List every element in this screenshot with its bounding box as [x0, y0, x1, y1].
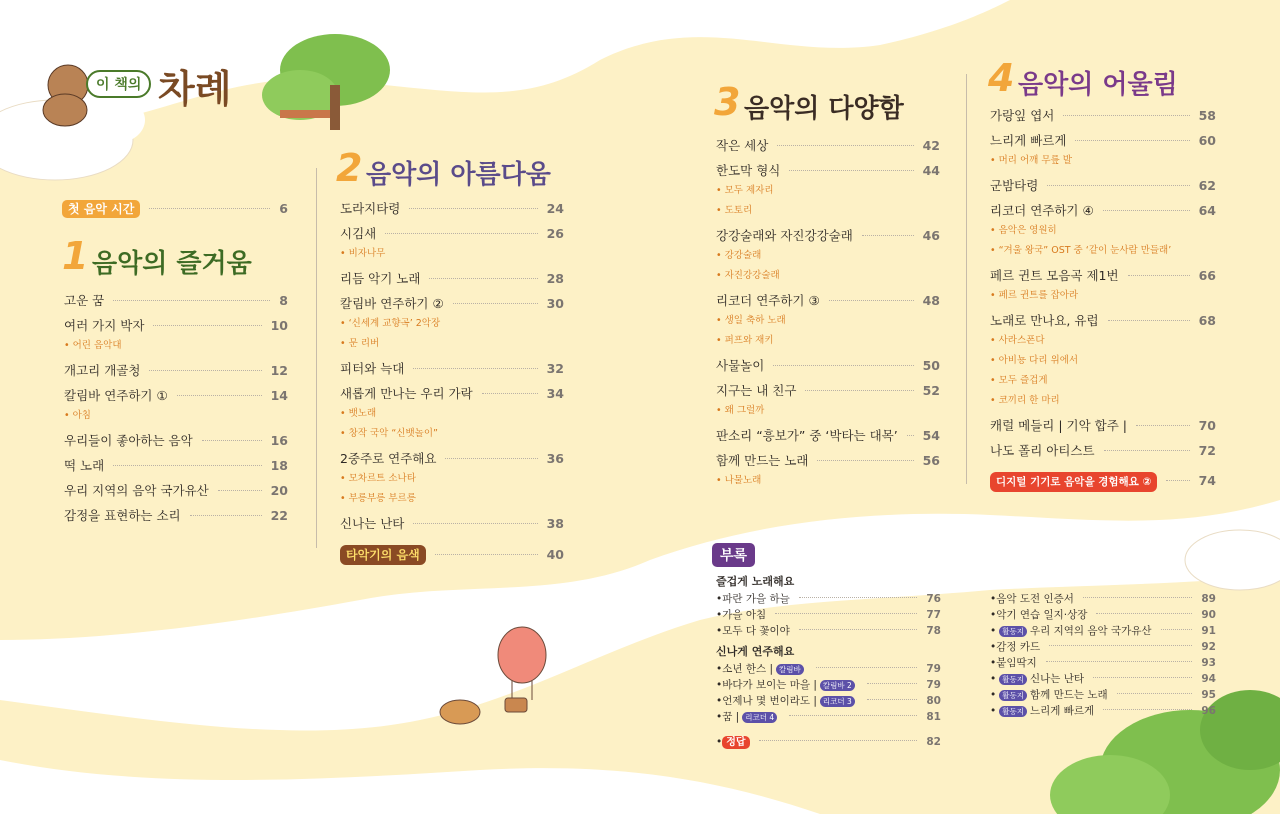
toc-row[interactable]	[990, 313, 1216, 329]
section-0-label[interactable]: 첫 음악 시간	[62, 200, 140, 218]
dot-leader	[409, 208, 537, 209]
appendix-right-page: 95	[1201, 689, 1216, 701]
toc-row[interactable]	[64, 433, 288, 449]
toc-row[interactable]	[716, 428, 940, 444]
toc-item-page: 32	[546, 361, 564, 376]
section-0-row	[62, 200, 288, 218]
toc-item-title[interactable]: 개고리 개골청	[64, 363, 141, 378]
toc-item-title[interactable]: 칼림바 연주하기 ②	[340, 296, 444, 311]
toc-subitem[interactable]: • 아침	[64, 408, 288, 424]
toc-row[interactable]	[340, 201, 564, 217]
toc-item-title[interactable]: 작은 세상	[716, 138, 769, 153]
appendix-right-page: 89	[1201, 593, 1216, 605]
toc-item-page: 66	[1198, 268, 1216, 283]
appendix-item-page: 79	[926, 679, 941, 691]
toc-subitem[interactable]: • 자진강강술래	[716, 268, 940, 284]
appendix-right-row[interactable]	[990, 689, 1216, 702]
dot-leader	[1083, 597, 1192, 598]
toc-item-title[interactable]: 신나는 난타	[340, 516, 405, 531]
section-1-number: 1	[62, 234, 89, 278]
toc-item-page: 22	[270, 508, 288, 523]
appendix-group-title: 신나게 연주해요	[716, 645, 795, 658]
toc-item-page: 68	[1198, 313, 1216, 328]
dot-leader	[453, 303, 538, 304]
appendix-item-page: 80	[926, 695, 941, 707]
toc-item-page: 64	[1198, 203, 1216, 218]
toc-item-title[interactable]: 새롭게 만나는 우리 가락	[340, 386, 473, 401]
dot-leader	[1047, 185, 1189, 186]
appendix-answer-label[interactable]: 정답	[722, 736, 749, 749]
dot-leader	[867, 683, 918, 684]
toc-item-page: 16	[270, 433, 288, 448]
toc-row[interactable]	[990, 178, 1216, 194]
toc-item-page: 8	[279, 293, 288, 308]
appendix-item-title[interactable]: 파란 가을 하늘	[722, 593, 790, 605]
dot-leader	[1046, 661, 1193, 662]
toc-subitem[interactable]: • 코끼리 한 마리	[990, 393, 1216, 409]
section-2-list	[340, 201, 564, 532]
toc-item-page: 42	[922, 138, 940, 153]
divider-2	[966, 74, 967, 484]
appendix-right-page: 92	[1201, 641, 1216, 653]
dot-leader	[862, 235, 914, 236]
toc-item-page: 62	[1198, 178, 1216, 193]
dot-leader	[799, 629, 918, 630]
toc-item-title[interactable]: 지구는 내 친구	[716, 383, 797, 398]
dot-leader	[413, 368, 537, 369]
dot-leader	[190, 515, 262, 516]
activity-badge: 활동지	[999, 626, 1027, 637]
dot-leader	[149, 370, 261, 371]
toc-item-page: 60	[1198, 133, 1216, 148]
toc-row[interactable]	[716, 293, 940, 309]
appendix-right-row[interactable]	[990, 705, 1216, 718]
toc-row[interactable]	[716, 453, 940, 469]
dot-leader	[1063, 115, 1189, 116]
toc-row[interactable]	[340, 451, 564, 467]
toc-item-title[interactable]: 리코더 연주하기 ④	[990, 203, 1094, 218]
section-4-title: 음악의 어울림	[1018, 70, 1178, 100]
toc-subitem[interactable]: • 퍼프와 재키	[716, 333, 940, 349]
appendix-item-title[interactable]: 모두 다 꽃이야	[722, 625, 790, 637]
appendix-item-title[interactable]: 바다가 보이는 마을 |	[722, 679, 817, 691]
bullet: •	[990, 673, 997, 685]
bullet: •	[716, 736, 723, 748]
toc-subitem[interactable]: • 사라스폰다	[990, 333, 1216, 349]
bullet: •	[716, 679, 723, 691]
toc-item-title[interactable]: 피터와 늑대	[340, 361, 405, 376]
instrument-badge: 칼림바 2	[820, 680, 855, 691]
toc-row[interactable]	[340, 226, 564, 242]
appendix-right-title[interactable]: 감정 카드	[996, 641, 1041, 653]
toc-row[interactable]	[716, 383, 940, 399]
toc-item-page: 12	[270, 363, 288, 378]
toc-subitem[interactable]: • 뱃노래	[340, 406, 564, 422]
toc-subitem[interactable]: • ‘신세계 교향곡’ 2악장	[340, 316, 564, 332]
toc-item-page: 26	[546, 226, 564, 241]
dot-leader	[907, 435, 914, 436]
appendix-right-page: 94	[1201, 673, 1216, 685]
toc-item-page: 50	[922, 358, 940, 373]
appendix-group-title: 즐겁게 노래해요	[716, 575, 795, 588]
section-2-extra-row	[340, 545, 564, 565]
toc-item-title[interactable]: 시김새	[340, 226, 377, 241]
toc-row[interactable]	[64, 388, 288, 404]
bullet: •	[990, 609, 997, 621]
toc-item-page: 10	[270, 318, 288, 333]
bullet: •	[990, 689, 997, 701]
bullet: •	[716, 663, 723, 675]
section-0-page: 6	[279, 201, 288, 216]
appendix-right-page: 93	[1201, 657, 1216, 669]
dot-leader	[829, 300, 914, 301]
dot-leader	[867, 699, 918, 700]
toc-item-page: 18	[270, 458, 288, 473]
toc-subitem[interactable]: • 부릉부릉 부르릉	[340, 491, 564, 507]
dot-leader	[1075, 140, 1189, 141]
toc-item-page: 48	[922, 293, 940, 308]
toc-subitem[interactable]: • 어린 음악대	[64, 338, 288, 354]
bullet: •	[990, 641, 997, 653]
toc-subitem[interactable]: • 비자나무	[340, 246, 564, 262]
dot-leader	[1161, 629, 1193, 630]
section-4-extra-label[interactable]: 디지털 기기로 음악을 경험해요 ②	[990, 472, 1157, 492]
dot-leader	[413, 523, 537, 524]
dot-leader	[218, 490, 262, 491]
dot-leader	[113, 300, 270, 301]
toc-item-page: 20	[270, 483, 288, 498]
section-2-extra-label[interactable]: 타악기의 음색	[340, 545, 426, 565]
section-4-extra-page: 74	[1198, 473, 1216, 488]
toc-subitem[interactable]: • 페르 귄트를 잡아라	[990, 288, 1216, 304]
toc-subitem[interactable]: • 나물노래	[716, 473, 940, 489]
toc-subitem[interactable]: • 강강술래	[716, 248, 940, 264]
toc-row[interactable]	[64, 293, 288, 309]
section-4-list	[990, 108, 1216, 459]
appendix-right-row[interactable]	[990, 609, 1216, 622]
toc-item-title[interactable]: 감정을 표현하는 소리	[64, 508, 181, 523]
bullet: •	[990, 657, 997, 669]
toc-row[interactable]	[716, 138, 940, 154]
section-3-number: 3	[714, 80, 741, 124]
dot-leader	[789, 715, 917, 716]
toc-row[interactable]	[340, 386, 564, 402]
bullet: •	[990, 593, 997, 605]
dot-leader	[805, 390, 913, 391]
toc-row[interactable]	[340, 361, 564, 377]
dot-leader	[1117, 693, 1193, 694]
bullet: •	[716, 609, 723, 621]
appendix-right-title[interactable]: 악기 연습 일지·상장	[996, 609, 1088, 621]
dot-leader	[777, 145, 913, 146]
dot-leader	[385, 233, 537, 234]
toc-subitem[interactable]: • 머리 어깨 무릎 발	[990, 153, 1216, 169]
toc-item-page: 36	[546, 451, 564, 466]
appendix-item-title[interactable]: 꿈 |	[722, 711, 740, 723]
activity-badge: 활동지	[999, 674, 1027, 685]
toc-item-page: 56	[922, 453, 940, 468]
appendix-item-page: 78	[926, 625, 941, 637]
appendix-right-row[interactable]	[990, 641, 1216, 654]
toc-subitem[interactable]: • 생일 축하 노래	[716, 313, 940, 329]
toc-row[interactable]	[990, 133, 1216, 149]
dot-leader	[775, 613, 917, 614]
appendix-item-page: 79	[926, 663, 941, 675]
toc-row[interactable]	[990, 268, 1216, 284]
appendix-row[interactable]	[716, 711, 941, 724]
appendix-right-page: 90	[1201, 609, 1216, 621]
bullet: •	[990, 625, 997, 637]
toc-subitem[interactable]: • 왜 그럴까	[716, 403, 940, 419]
appendix-right-row[interactable]	[990, 657, 1216, 670]
dot-leader	[816, 667, 918, 668]
appendix-answer-page: 82	[926, 736, 941, 748]
toc-item-page: 28	[546, 271, 564, 286]
dot-leader	[817, 460, 913, 461]
dot-leader	[789, 170, 913, 171]
section-4-number: 4	[988, 56, 1015, 100]
toc-subitem[interactable]: • “겨울 왕국” OST 중 ‘같이 눈사람 만들래’	[990, 243, 1216, 259]
section-4-extra-row	[990, 472, 1216, 492]
toc-row[interactable]	[990, 108, 1216, 124]
activity-badge: 활동지	[999, 690, 1027, 701]
appendix-item-title[interactable]: 언제나 몇 번이라도 |	[722, 695, 817, 707]
dot-leader	[773, 365, 913, 366]
dot-leader	[1103, 210, 1190, 211]
toc-row[interactable]	[64, 508, 288, 524]
appendix-item-page: 77	[926, 609, 941, 621]
appendix-answer-row[interactable]	[716, 736, 941, 749]
appendix-item-page: 81	[926, 711, 941, 723]
toc-row[interactable]	[340, 271, 564, 287]
dot-leader	[1136, 425, 1190, 426]
toc-subitem[interactable]: • 아비뇽 다리 위에서	[990, 353, 1216, 369]
toc-item-page: 52	[922, 383, 940, 398]
toc-item-title[interactable]: 사물놀이	[716, 358, 765, 373]
appendix-row[interactable]	[716, 625, 941, 638]
dot-leader	[799, 597, 918, 598]
appendix-label: 부록	[712, 543, 755, 567]
appendix-right-title[interactable]: 붙임딱지	[996, 657, 1037, 669]
appendix-row[interactable]	[716, 679, 941, 692]
activity-badge: 활동지	[999, 706, 1027, 717]
toc-row[interactable]	[716, 163, 940, 179]
toc-item-title[interactable]: 2중주로 연주해요	[340, 451, 437, 466]
instrument-badge: 칼림바	[776, 664, 804, 675]
dot-leader	[759, 740, 918, 741]
toc-subitem[interactable]: • 창작 국악 “신뱃놀이”	[340, 426, 564, 442]
appendix-right-title[interactable]: 신나는 난타	[1029, 673, 1085, 685]
dot-leader	[482, 393, 538, 394]
toc-item-page: 46	[922, 228, 940, 243]
header-title: 차례	[158, 67, 232, 111]
toc-item-title[interactable]: 떡 노래	[64, 458, 105, 473]
appendix-right-list	[990, 593, 1216, 718]
section-2-extra-page: 40	[546, 547, 564, 562]
section-2-title: 음악의 아름다움	[366, 160, 551, 190]
appendix-row[interactable]	[716, 663, 941, 676]
toc-subitem[interactable]: • 도토리	[716, 203, 940, 219]
appendix-row[interactable]	[716, 609, 941, 622]
toc-item-title[interactable]: 느리게 빠르게	[990, 133, 1067, 148]
appendix-right-title[interactable]: 음악 도전 인증서	[996, 593, 1074, 605]
appendix-item-title[interactable]: 소년 한스 |	[722, 663, 773, 675]
section-3-list	[716, 138, 940, 489]
toc-row[interactable]	[990, 443, 1216, 459]
toc-item-page: 34	[546, 386, 564, 401]
bullet: •	[716, 593, 723, 605]
section-1-title: 음악의 즐거움	[92, 249, 252, 279]
dot-leader	[1093, 677, 1192, 678]
dot-leader	[1049, 645, 1192, 646]
instrument-badge: 리코더 4	[742, 712, 777, 723]
appendix-right-title[interactable]: 우리 지역의 음악 국가유산	[1029, 625, 1152, 637]
dot-leader	[1104, 450, 1190, 451]
instrument-badge: 리코더 3	[820, 696, 855, 707]
section-1-list	[64, 293, 288, 524]
dot-leader	[1103, 709, 1192, 710]
dot-leader	[202, 440, 262, 441]
toc-row[interactable]	[340, 296, 564, 312]
bullet: •	[716, 625, 723, 637]
section-3-title: 음악의 다양함	[744, 94, 904, 124]
appendix-right-row[interactable]	[990, 625, 1216, 638]
appendix-row[interactable]	[716, 695, 941, 708]
white-wave-bottom	[0, 760, 820, 814]
toc-item-page: 58	[1198, 108, 1216, 123]
appendix-right-row[interactable]	[990, 593, 1216, 606]
divider	[316, 168, 317, 548]
dot-leader	[429, 278, 537, 279]
toc-item-title[interactable]: 캐럴 메들리 | 기악 합주 |	[990, 418, 1127, 433]
toc-subitem[interactable]: • 모차르트 소나타	[340, 471, 564, 487]
toc-item-title[interactable]: 도라지타령	[340, 201, 401, 216]
toc-item-title[interactable]: 페르 귄트 모음곡 제1번	[990, 268, 1119, 283]
toc-item-title[interactable]: 함께 만드는 노래	[716, 453, 809, 468]
toc-subitem[interactable]: • 문 리버	[340, 336, 564, 352]
bullet: •	[716, 711, 723, 723]
toc-item-title[interactable]: 가랑잎 엽서	[990, 108, 1055, 123]
dot-leader	[1096, 613, 1192, 614]
dot-leader	[445, 458, 537, 459]
toc-item-title[interactable]: 우리 지역의 음악 국가유산	[64, 483, 209, 498]
section-2-number: 2	[336, 146, 363, 190]
toc-item-title[interactable]: 여러 가지 박자	[64, 318, 145, 333]
toc-item-page: 70	[1198, 418, 1216, 433]
dot-leader	[113, 465, 261, 466]
header-small-label: 이 책의	[86, 70, 151, 98]
appendix-item-page: 76	[926, 593, 941, 605]
dot-leader	[1108, 320, 1190, 321]
toc-item-page: 54	[922, 428, 940, 443]
toc-item-title[interactable]: 우리들이 좋아하는 음악	[64, 433, 193, 448]
appendix-row[interactable]	[716, 593, 941, 606]
toc-subitem[interactable]: • 음악은 영원히	[990, 223, 1216, 239]
toc-item-title[interactable]: 강강술래와 자진강강술래	[716, 228, 853, 243]
toc-row[interactable]	[990, 203, 1216, 219]
appendix-right-title[interactable]: 느리게 빠르게	[1029, 705, 1095, 717]
toc-item-title[interactable]: 나도 폴리 아티스트	[990, 443, 1095, 458]
toc-row[interactable]	[64, 483, 288, 499]
toc-item-title[interactable]: 노래로 만나요, 유럽	[990, 313, 1099, 328]
toc-item-page: 38	[546, 516, 564, 531]
toc-item-title[interactable]: 리코더 연주하기 ③	[716, 293, 820, 308]
toc-item-page: 14	[270, 388, 288, 403]
appendix-left-list	[716, 574, 941, 749]
toc-subitem[interactable]: • 모두 즐겁게	[990, 373, 1216, 389]
toc-row[interactable]	[64, 363, 288, 379]
toc-row[interactable]	[64, 458, 288, 474]
dot-leader	[153, 325, 261, 326]
bullet: •	[716, 695, 723, 707]
appendix-right-page: 91	[1201, 625, 1216, 637]
toc-item-page: 44	[922, 163, 940, 178]
toc-subitem[interactable]: • 모두 제자리	[716, 183, 940, 199]
toc-row[interactable]	[716, 228, 940, 244]
appendix-right-title[interactable]: 함께 만드는 노래	[1029, 689, 1108, 701]
appendix-item-title[interactable]: 가을 아침	[722, 609, 767, 621]
toc-item-page: 72	[1198, 443, 1216, 458]
toc-item-title[interactable]: 판소리 “흥보가” 중 ‘박타는 대목’	[716, 428, 898, 443]
dot-leader	[177, 395, 262, 396]
toc-item-title[interactable]: 군밤타령	[990, 178, 1039, 193]
toc-item-title[interactable]: 리듬 악기 노래	[340, 271, 421, 286]
appendix-right-page: 96	[1201, 705, 1216, 717]
toc-row[interactable]	[990, 418, 1216, 434]
appendix-right-row[interactable]	[990, 673, 1216, 686]
toc-item-page: 30	[546, 296, 564, 311]
toc-item-title[interactable]: 칼림바 연주하기 ①	[64, 388, 168, 403]
toc-row[interactable]	[716, 358, 940, 374]
toc-row[interactable]	[340, 516, 564, 532]
dot-leader	[1128, 275, 1190, 276]
toc-row[interactable]	[64, 318, 288, 334]
toc-item-page: 24	[546, 201, 564, 216]
bullet: •	[990, 705, 997, 717]
toc-item-title[interactable]: 고운 꿈	[64, 293, 105, 308]
toc-item-title[interactable]: 한도막 형식	[716, 163, 781, 178]
